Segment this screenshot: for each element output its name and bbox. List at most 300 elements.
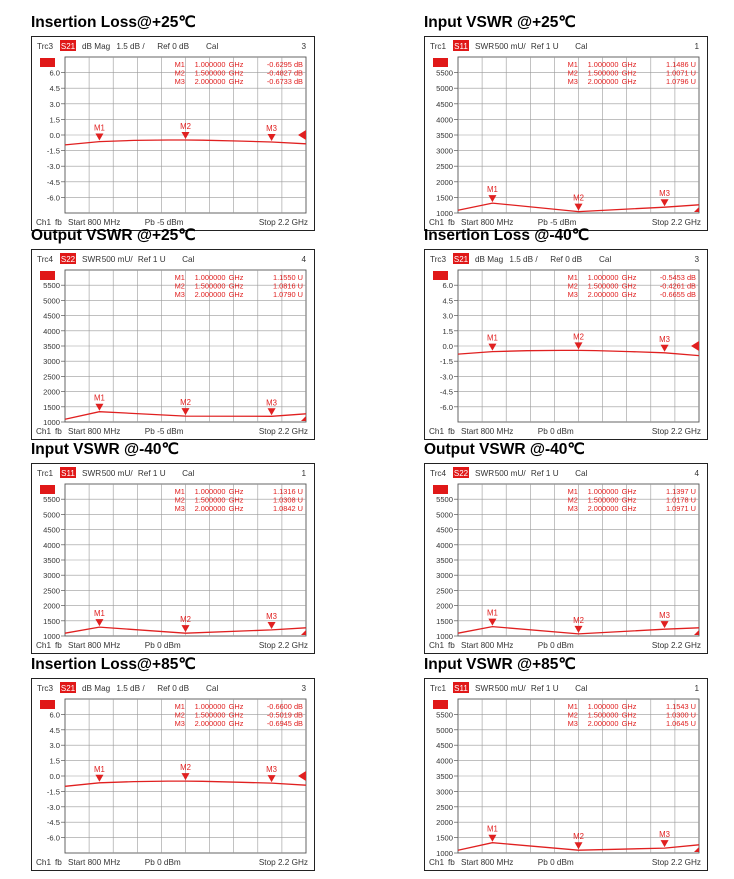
chart-svg [32, 464, 314, 653]
marker-triangle [575, 626, 583, 633]
analyzer-screen [424, 249, 708, 440]
channel-number: 1 [694, 684, 699, 693]
readout-marker-value: -0.4261 dB [659, 281, 696, 291]
readout-marker-unit: GHz [621, 77, 637, 86]
y-tick-label: 1500 [43, 616, 60, 626]
footer-fb: fb [448, 641, 455, 650]
chart-title: Input VSWR @-40℃ [31, 441, 179, 458]
y-tick-label: 5000 [436, 510, 453, 520]
trace-label: Trc3 [430, 255, 447, 264]
marker-label: M2 [180, 615, 191, 625]
readout-marker-freq: 2.000000 [587, 290, 619, 299]
marker-triangle [488, 344, 496, 351]
format-label: SWR [475, 684, 495, 693]
cal-label: Cal [182, 469, 195, 478]
readout-marker-value: -0.4827 dB [266, 68, 303, 78]
readout-marker-name: M1 [567, 273, 578, 282]
readout-marker-name: M2 [567, 495, 578, 505]
chart-title: Output VSWR @-40℃ [424, 441, 585, 458]
trace-label: Trc3 [37, 42, 54, 51]
param-badge-label: S21 [453, 255, 469, 264]
scale-label: 500 mU/ [494, 684, 526, 693]
chart-title: Input VSWR @+25℃ [424, 14, 576, 31]
footer-fb: fb [55, 858, 62, 867]
readout-marker-value: 1.0300 U [666, 710, 696, 720]
marker-triangle [268, 775, 276, 782]
readout-marker-name: M1 [174, 60, 185, 69]
channel-number: 1 [301, 469, 306, 478]
y-tick-label: 4.5 [49, 84, 60, 94]
y-tick-label: 5000 [43, 296, 60, 306]
readout-marker-name: M3 [567, 290, 578, 299]
readout-marker-unit: GHz [228, 68, 244, 78]
readout-marker-value: 1.0308 U [273, 495, 303, 505]
ref-label: Ref 0 dB [157, 684, 190, 693]
channel-number: 3 [301, 684, 306, 693]
y-tick-label: 3.0 [49, 741, 60, 751]
y-tick-label: -6.0 [46, 193, 60, 203]
param-badge-label: S22 [453, 469, 469, 478]
readout-marker-unit: GHz [621, 495, 637, 505]
marker-triangle [182, 132, 190, 139]
readout-marker-name: M1 [567, 702, 578, 711]
scale-label: 500 mU/ [494, 469, 526, 478]
readout-marker-value: 1.1316 U [273, 487, 303, 496]
readout-marker-value: -0.6600 dB [266, 702, 303, 711]
y-tick-label: 1500 [436, 616, 453, 626]
readout-marker-freq: 2.000000 [194, 504, 226, 513]
channel-number: 1 [694, 42, 699, 51]
footer-stop: Stop 2.2 GHz [258, 858, 308, 867]
readout-marker-value: 1.1550 U [273, 273, 303, 282]
footer-stop: Stop 2.2 GHz [651, 858, 701, 867]
y-tick-label: -4.5 [46, 818, 60, 828]
channel-number: 4 [694, 469, 699, 478]
footer-fb: fb [448, 858, 455, 867]
footer-power: Pb 0 dBm [144, 641, 181, 650]
ref-label: Ref 1 U [137, 255, 166, 264]
marker-label: M2 [573, 332, 584, 342]
readout-marker-name: M1 [567, 60, 578, 69]
marker-label: M3 [266, 611, 277, 621]
footer-stop: Stop 2.2 GHz [258, 218, 308, 227]
y-tick-label: 3000 [43, 571, 60, 581]
marker-triangle [575, 204, 583, 211]
format-label: dB Mag [475, 255, 504, 264]
readout-marker-name: M3 [174, 719, 185, 728]
readout-marker-name: M2 [174, 281, 185, 291]
footer-fb: fb [55, 427, 62, 436]
chart-svg [425, 464, 707, 653]
readout-marker-value: 1.0071 U [666, 68, 696, 78]
footer-start: Start 800 MHz [461, 218, 514, 227]
cal-label: Cal [599, 255, 612, 264]
y-tick-label: 3.0 [49, 99, 60, 109]
y-tick-label: 1000 [436, 209, 453, 218]
readout-marker-name: M2 [567, 68, 578, 78]
footer-fb: fb [448, 427, 455, 436]
y-tick-label: 2500 [436, 586, 453, 596]
reference-arrow [298, 130, 306, 140]
analyzer-screen [31, 36, 315, 231]
readout-marker-unit: GHz [228, 60, 244, 69]
analyzer-screen [424, 36, 708, 231]
y-tick-label: 5500 [436, 495, 453, 505]
footer-power: Pb 0 dBm [537, 858, 574, 867]
y-tick-label: 3500 [43, 342, 60, 351]
readout-marker-name: M2 [567, 710, 578, 720]
y-tick-label: 1.5 [49, 756, 60, 766]
y-tick-label: 5000 [43, 510, 60, 520]
footer-channel: Ch1 [429, 641, 445, 650]
axis-param-badge [40, 700, 55, 709]
marker-triangle [575, 842, 583, 849]
channel-number: 4 [301, 255, 306, 264]
readout-marker-freq: 1.000000 [587, 60, 619, 69]
readout-marker-name: M2 [174, 68, 185, 78]
trace-label: Trc4 [37, 255, 54, 264]
scale-label: 1.5 dB / [116, 42, 145, 51]
footer-power: Pb 0 dBm [537, 641, 574, 650]
footer-channel: Ch1 [36, 218, 52, 227]
marker-label: M1 [94, 764, 105, 774]
readout-marker-unit: GHz [228, 487, 244, 496]
footer-channel: Ch1 [36, 427, 52, 436]
y-tick-label: 0.0 [49, 131, 60, 140]
y-tick-label: 3500 [43, 556, 60, 565]
marker-triangle [661, 621, 669, 628]
readout-marker-value: 1.0796 U [666, 77, 696, 86]
footer-fb: fb [55, 218, 62, 227]
marker-label: M1 [94, 393, 105, 403]
readout-marker-value: -0.6295 dB [266, 60, 303, 69]
readout-marker-name: M1 [174, 273, 185, 282]
y-tick-label: -4.5 [439, 387, 453, 397]
footer-channel: Ch1 [36, 641, 52, 650]
y-tick-label: -6.0 [439, 402, 453, 412]
marker-label: M1 [487, 333, 498, 343]
y-tick-label: 3500 [436, 772, 453, 781]
readout-marker-freq: 1.000000 [587, 273, 619, 282]
y-tick-label: 4500 [43, 311, 60, 321]
analyzer-screen [424, 678, 708, 871]
axis-param-badge [433, 700, 448, 709]
y-tick-label: 3500 [436, 556, 453, 565]
readout-marker-freq: 1.000000 [587, 487, 619, 496]
readout-marker-freq: 1.000000 [194, 60, 226, 69]
marker-triangle [95, 404, 103, 411]
footer-channel: Ch1 [36, 858, 52, 867]
marker-triangle [95, 134, 103, 141]
marker-label: M3 [659, 334, 670, 344]
readout-marker-unit: GHz [621, 68, 637, 78]
readout-marker-unit: GHz [621, 290, 637, 299]
ref-label: Ref 1 U [530, 469, 559, 478]
y-tick-label: 3.0 [442, 311, 453, 321]
axis-param-badge [433, 271, 448, 280]
readout-marker-name: M3 [567, 719, 578, 728]
readout-marker-unit: GHz [228, 281, 244, 291]
y-tick-label: 4500 [436, 99, 453, 109]
y-tick-label: 3500 [436, 131, 453, 140]
chart-title: Insertion Loss @-40℃ [424, 227, 590, 244]
marker-triangle [268, 622, 276, 629]
y-tick-label: 3000 [436, 571, 453, 581]
param-badge-label: S11 [454, 684, 468, 693]
chart-svg [32, 679, 314, 870]
marker-triangle [182, 408, 190, 415]
y-tick-label: -3.0 [439, 372, 453, 382]
readout-marker-value: 1.1543 U [666, 702, 696, 711]
marker-label: M1 [487, 185, 498, 195]
readout-marker-freq: 1.500000 [587, 495, 619, 505]
readout-marker-unit: GHz [228, 273, 244, 282]
marker-label: M3 [659, 830, 670, 840]
readout-marker-unit: GHz [621, 719, 637, 728]
readout-marker-value: -0.5019 dB [266, 710, 303, 720]
footer-fb: fb [448, 218, 455, 227]
footer-power: Pb -5 dBm [537, 218, 577, 227]
readout-marker-name: M3 [174, 504, 185, 513]
marker-triangle [488, 619, 496, 626]
footer-power: Pb -5 dBm [144, 218, 184, 227]
readout-marker-freq: 1.000000 [587, 702, 619, 711]
marker-triangle [95, 619, 103, 626]
y-tick-label: 1.5 [442, 326, 453, 336]
readout-marker-unit: GHz [621, 273, 637, 282]
axis-param-badge [433, 485, 448, 494]
scale-label: 500 mU/ [101, 469, 133, 478]
y-tick-label: 5500 [436, 710, 453, 720]
marker-label: M1 [487, 608, 498, 618]
readout-marker-unit: GHz [621, 710, 637, 720]
readout-marker-name: M1 [567, 487, 578, 496]
reference-arrow [691, 341, 699, 351]
readout-marker-name: M1 [174, 702, 185, 711]
format-label: dB Mag [82, 684, 111, 693]
readout-marker-unit: GHz [621, 281, 637, 291]
y-tick-label: 2000 [43, 387, 60, 397]
scale-label: 1.5 dB / [116, 684, 145, 693]
y-tick-label: 4000 [436, 756, 453, 766]
readout-marker-unit: GHz [228, 77, 244, 86]
y-tick-label: -1.5 [46, 787, 60, 797]
marker-triangle [661, 199, 669, 206]
y-tick-label: 1000 [43, 418, 60, 427]
footer-start: Start 800 MHz [68, 858, 121, 867]
y-tick-label: 4.5 [49, 725, 60, 735]
y-tick-label: 6.0 [49, 68, 60, 78]
ref-label: Ref 0 dB [157, 42, 190, 51]
cal-label: Cal [206, 42, 219, 51]
readout-marker-value: 1.0645 U [666, 719, 696, 728]
analyzer-screen [31, 463, 315, 654]
footer-power: Pb 0 dBm [537, 427, 574, 436]
axis-param-badge [433, 58, 448, 67]
y-tick-label: 2500 [43, 586, 60, 596]
readout-marker-freq: 1.500000 [194, 495, 226, 505]
readout-marker-unit: GHz [621, 487, 637, 496]
chart-title: Insertion Loss@+85℃ [31, 656, 196, 673]
y-tick-label: 4500 [436, 525, 453, 535]
marker-triangle [661, 840, 669, 847]
readout-marker-unit: GHz [228, 702, 244, 711]
readout-marker-name: M3 [567, 504, 578, 513]
marker-triangle [268, 408, 276, 415]
readout-marker-unit: GHz [228, 504, 244, 513]
y-tick-label: 2000 [436, 601, 453, 611]
marker-label: M1 [94, 609, 105, 619]
scale-label: 500 mU/ [101, 255, 133, 264]
y-tick-label: 5000 [436, 84, 453, 94]
y-tick-label: 1500 [436, 193, 453, 203]
analyzer-screen [424, 463, 708, 654]
chart-title: Insertion Loss@+25℃ [31, 14, 196, 31]
marker-label: M2 [180, 398, 191, 408]
y-tick-label: 0.0 [442, 342, 453, 351]
y-tick-label: 1500 [43, 402, 60, 412]
readout-marker-value: 1.0842 U [273, 504, 303, 513]
axis-param-badge [40, 271, 55, 280]
footer-start: Start 800 MHz [68, 641, 121, 650]
marker-label: M3 [266, 398, 277, 408]
readout-marker-freq: 1.500000 [194, 68, 226, 78]
scale-label: 500 mU/ [494, 42, 526, 51]
y-tick-label: 4000 [43, 326, 60, 336]
footer-power: Pb -5 dBm [144, 427, 184, 436]
marker-triangle [661, 345, 669, 352]
marker-label: M2 [573, 832, 584, 842]
chart-svg [32, 250, 314, 439]
y-tick-label: 5500 [43, 281, 60, 291]
y-tick-label: 2500 [436, 162, 453, 172]
format-label: SWR [475, 469, 495, 478]
readout-marker-freq: 2.000000 [587, 504, 619, 513]
readout-marker-unit: GHz [228, 290, 244, 299]
marker-label: M2 [573, 615, 584, 625]
readout-marker-freq: 2.000000 [587, 77, 619, 86]
param-badge-label: S21 [60, 42, 76, 51]
y-tick-label: 1500 [436, 833, 453, 843]
footer-fb: fb [55, 641, 62, 650]
axis-param-badge [40, 485, 55, 494]
readout-marker-freq: 1.500000 [587, 68, 619, 78]
chart-title: Input VSWR @+85℃ [424, 656, 576, 673]
format-label: SWR [82, 255, 102, 264]
y-tick-label: -6.0 [46, 833, 60, 843]
marker-label: M2 [180, 763, 191, 773]
marker-label: M1 [487, 824, 498, 834]
readout-marker-unit: GHz [621, 702, 637, 711]
param-badge-label: S11 [454, 42, 468, 51]
y-tick-label: 1.5 [49, 115, 60, 125]
chart-svg [425, 679, 707, 870]
readout-marker-value: -0.6733 dB [266, 77, 303, 86]
footer-start: Start 800 MHz [68, 427, 121, 436]
y-tick-label: -1.5 [46, 146, 60, 156]
readout-marker-value: -0.5453 dB [659, 273, 696, 282]
footer-stop: Stop 2.2 GHz [258, 641, 308, 650]
scale-label: 1.5 dB / [509, 255, 538, 264]
chart-title: Output VSWR @+25℃ [31, 227, 196, 244]
y-tick-label: 4500 [43, 525, 60, 535]
y-tick-label: 2500 [436, 802, 453, 812]
y-tick-label: 0.0 [49, 772, 60, 781]
y-tick-label: 4000 [436, 115, 453, 125]
y-tick-label: 6.0 [442, 281, 453, 291]
y-tick-label: 1000 [43, 632, 60, 641]
format-label: dB Mag [82, 42, 111, 51]
y-tick-label: -3.0 [46, 802, 60, 812]
readout-marker-name: M3 [174, 77, 185, 86]
footer-power: Pb 0 dBm [144, 858, 181, 867]
y-tick-label: 2500 [43, 372, 60, 382]
cal-label: Cal [575, 684, 588, 693]
y-tick-label: 4000 [436, 540, 453, 550]
axis-param-badge [40, 58, 55, 67]
readout-marker-value: -0.6655 dB [659, 290, 696, 299]
readout-marker-name: M2 [174, 710, 185, 720]
ref-label: Ref 1 U [530, 684, 559, 693]
readout-marker-freq: 2.000000 [194, 290, 226, 299]
y-tick-label: 2000 [43, 601, 60, 611]
readout-marker-unit: GHz [228, 719, 244, 728]
readout-marker-freq: 2.000000 [194, 719, 226, 728]
analyzer-screen [31, 678, 315, 871]
readout-marker-value: -0.6945 dB [266, 719, 303, 728]
y-tick-label: 3000 [436, 146, 453, 156]
reference-arrow [694, 630, 699, 635]
trace-label: Trc3 [37, 684, 54, 693]
readout-marker-unit: GHz [621, 504, 637, 513]
readout-marker-name: M3 [174, 290, 185, 299]
marker-label: M3 [659, 611, 670, 621]
chart-svg [32, 37, 314, 230]
trace-label: Trc4 [430, 469, 447, 478]
readout-marker-unit: GHz [228, 710, 244, 720]
y-tick-label: 5000 [436, 725, 453, 735]
format-label: SWR [82, 469, 102, 478]
footer-channel: Ch1 [429, 427, 445, 436]
readout-marker-freq: 1.500000 [587, 281, 619, 291]
y-tick-label: 4.5 [442, 296, 453, 306]
readout-marker-name: M3 [567, 77, 578, 86]
readout-marker-value: 1.0816 U [273, 281, 303, 291]
chart-svg [425, 37, 707, 230]
y-tick-label: 1000 [436, 849, 453, 858]
y-tick-label: 6.0 [49, 710, 60, 720]
y-tick-label: 2000 [436, 818, 453, 828]
footer-stop: Stop 2.2 GHz [258, 427, 308, 436]
footer-channel: Ch1 [429, 858, 445, 867]
footer-channel: Ch1 [429, 218, 445, 227]
marker-triangle [488, 195, 496, 202]
param-badge-label: S22 [60, 255, 76, 264]
reference-arrow [694, 847, 699, 852]
footer-start: Start 800 MHz [461, 858, 514, 867]
marker-triangle [182, 773, 190, 780]
reference-arrow [298, 771, 306, 781]
ref-label: Ref 1 U [530, 42, 559, 51]
marker-label: M1 [94, 123, 105, 133]
readout-marker-freq: 1.000000 [194, 273, 226, 282]
y-tick-label: 3000 [436, 787, 453, 797]
readout-marker-freq: 2.000000 [587, 719, 619, 728]
reference-arrow [301, 416, 306, 421]
readout-marker-freq: 1.500000 [194, 710, 226, 720]
y-tick-label: 5500 [43, 495, 60, 505]
readout-marker-freq: 2.000000 [194, 77, 226, 86]
